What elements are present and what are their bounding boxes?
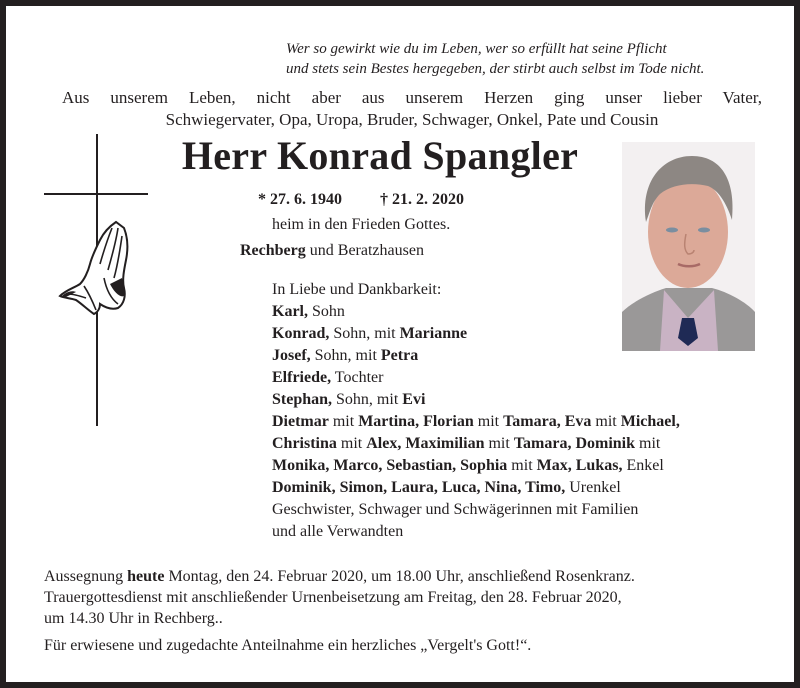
family-name: Dominik, Simon, Laura, Luca, Nina, Timo, <box>272 479 566 496</box>
portrait-illustration <box>622 142 755 351</box>
family-name: Martina, Florian <box>358 413 474 430</box>
family-name: Konrad, <box>272 325 330 342</box>
notice-line-3: um 14.30 Uhr in Rechberg.. <box>44 610 223 627</box>
deceased-name: Herr Konrad Spangler <box>181 133 579 178</box>
thanks-line: Für erwiesene und zugedachte Anteilnahme ein herzliches „Vergelt's Gott!“. <box>44 637 532 654</box>
family-name: Evi <box>402 391 426 408</box>
death-date: † 21. 2. 2020 <box>380 191 464 208</box>
family-relation: mit <box>484 435 514 452</box>
family-name: Marianne <box>399 325 468 342</box>
family-relation: mit <box>328 413 359 430</box>
family-name: Alex, Maximilian <box>366 435 485 452</box>
place-bold: Rechberg <box>240 242 306 259</box>
family-row <box>272 455 772 477</box>
family-row <box>272 389 772 411</box>
family-name: Josef, <box>272 347 311 364</box>
life-dates <box>258 190 464 210</box>
family-row <box>272 411 772 433</box>
motto-verse <box>286 39 766 79</box>
family-relation: mit <box>591 413 621 430</box>
family-relation: und alle Verwandten <box>272 523 404 540</box>
family-name: Karl, <box>272 303 308 320</box>
family-relation: Enkel <box>622 457 664 474</box>
family-relation: Tochter <box>331 369 384 386</box>
family-relation: Sohn, mit <box>310 347 381 364</box>
family-name: Dietmar <box>272 413 329 430</box>
family-row <box>272 477 772 499</box>
notice-line-2: Trauergottesdienst mit anschließender Urnenbeisetzung am Freitag, den 28. Februar 2020, <box>44 589 622 606</box>
portrait-photo <box>622 142 755 351</box>
family-relation: Urenkel <box>565 479 621 496</box>
family-row <box>272 367 772 389</box>
place-rest: und Beratzhausen <box>305 242 424 259</box>
intro-line-2: Schwiegervater, Opa, Uropa, Bruder, Schwager, Onkel, Pate und Cousin <box>165 110 659 129</box>
passing-phrase: heim in den Frieden Gottes. <box>272 216 451 233</box>
cross-bar <box>44 193 148 195</box>
family-row <box>272 499 772 521</box>
family-name: Stephan, <box>272 391 333 408</box>
place-line <box>240 241 424 261</box>
family-relation: mit <box>336 435 367 452</box>
family-name: Tamara, Eva <box>503 413 592 430</box>
intro-text <box>62 87 762 131</box>
family-row <box>272 433 772 455</box>
family-name: Elfriede, <box>272 369 332 386</box>
notice-line-1-pre: Aussegnung <box>44 568 128 585</box>
notice-line-1-bold: heute <box>127 568 165 585</box>
family-relation: mit <box>507 457 537 474</box>
motto-line-1: Wer so gewirkt wie du im Leben, wer so erfüllt hat seine Pflicht <box>286 41 667 57</box>
family-name: Max, Lukas, <box>536 457 623 474</box>
family-name: Petra <box>380 347 419 364</box>
family-heading: In Liebe und Dankbarkeit: <box>272 281 442 298</box>
notice-line-1 <box>44 566 758 587</box>
family-name: Monika, Marco, Sebastian, Sophia <box>272 457 508 474</box>
service-notice <box>44 566 758 656</box>
family-relation: Sohn <box>308 303 345 320</box>
family-row <box>272 521 772 543</box>
notice-line-1-post: Montag, den 24. Februar 2020, um 18.00 Uhr, anschließend Rosenkranz. <box>164 568 635 585</box>
family-relation: Geschwister, Schwager und Schwägerinnen mit Familien <box>272 501 639 518</box>
family-name: Tamara, Dominik <box>513 435 636 452</box>
praying-hands-icon <box>54 218 134 326</box>
family-relation: Sohn, mit <box>332 391 403 408</box>
motto-line-2: und stets sein Bestes hergegeben, der stirbt auch selbst im Tode nicht. <box>286 61 705 77</box>
family-relation: Sohn, mit <box>329 325 400 342</box>
family-relation: mit <box>473 413 504 430</box>
family-name: Christina <box>272 435 337 452</box>
birth-date: * 27. 6. 1940 <box>258 191 342 208</box>
family-relation: mit <box>635 435 661 452</box>
intro-line-1: Aus unserem Leben, nicht aber aus unserem Herzen ging unser lieber Vater, <box>62 88 762 107</box>
family-name: Michael, <box>620 413 680 430</box>
obituary-page <box>6 6 794 682</box>
